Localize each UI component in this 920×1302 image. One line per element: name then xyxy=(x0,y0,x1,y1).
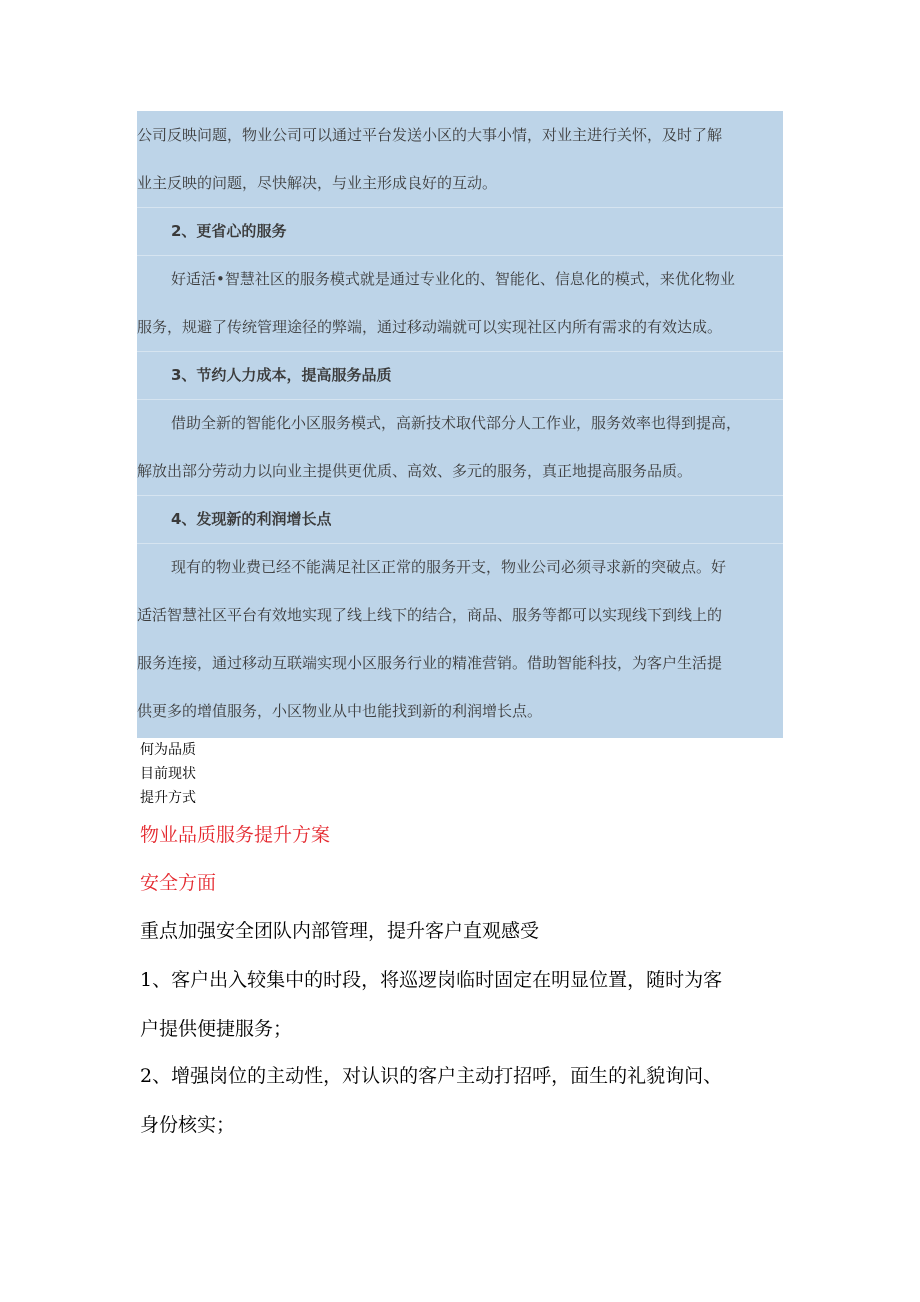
subheading-4: 4、发现新的利润增长点 xyxy=(171,510,332,528)
paragraph-line: 适活智慧社区平台有效地实现了线上线下的结合，商品、服务等都可以实现线下到线上的 xyxy=(137,606,723,624)
outline-item: 目前现状 xyxy=(140,766,196,782)
paragraph-line: 好适活•智慧社区的服务模式就是通过专业化的、智能化、信息化的模式，来优化物业 xyxy=(171,270,735,288)
paragraph-line: 公司反映问题，物业公司可以通过平台发送小区的大事小情，对业主进行关怀，及时了解 xyxy=(137,126,723,144)
paragraph-line: 服务连接，通过移动互联端实现小区服务行业的精准营销。借助智能科技，为客户生活提 xyxy=(137,654,723,672)
body-line: 1、客户出入较集中的时段，将巡逻岗临时固定在明显位置，随时为客 xyxy=(140,969,723,991)
body-line: 户提供便捷服务； xyxy=(140,1018,293,1040)
body-line: 2、增强岗位的主动性，对认识的客户主动打招呼，面生的礼貌询问、 xyxy=(140,1065,723,1087)
paragraph-line: 解放出部分劳动力以向业主提供更优质、高效、多元的服务，真正地提高服务品质。 xyxy=(137,462,693,480)
paragraph-line: 现有的物业费已经不能满足社区正常的服务开支，物业公司必须寻求新的突破点。好 xyxy=(171,558,727,576)
body-line: 重点加强安全团队内部管理，提升客户直观感受 xyxy=(140,920,540,942)
paragraph-line: 服务，规避了传统管理途径的弊端，通过移动端就可以实现社区内所有需求的有效达成。 xyxy=(137,318,723,336)
subheading-2: 2、更省心的服务 xyxy=(171,222,287,240)
outline-item: 何为品质 xyxy=(140,742,196,758)
document-title: 物业品质服务提升方案 xyxy=(140,824,331,846)
paragraph-line: 供更多的增值服务，小区物业从中也能找到新的利润增长点。 xyxy=(137,702,543,720)
subheading-3: 3、节约人力成本，提高服务品质 xyxy=(171,366,392,384)
paragraph-line: 借助全新的智能化小区服务模式，高新技术取代部分人工作业，服务效率也得到提高， xyxy=(171,414,742,432)
section-heading: 安全方面 xyxy=(140,872,217,894)
body-line: 身份核实； xyxy=(140,1114,236,1136)
paragraph-line: 业主反映的问题，尽快解决，与业主形成良好的互动。 xyxy=(137,174,498,192)
outline-item: 提升方式 xyxy=(140,790,196,806)
highlighted-text-block xyxy=(137,111,783,738)
